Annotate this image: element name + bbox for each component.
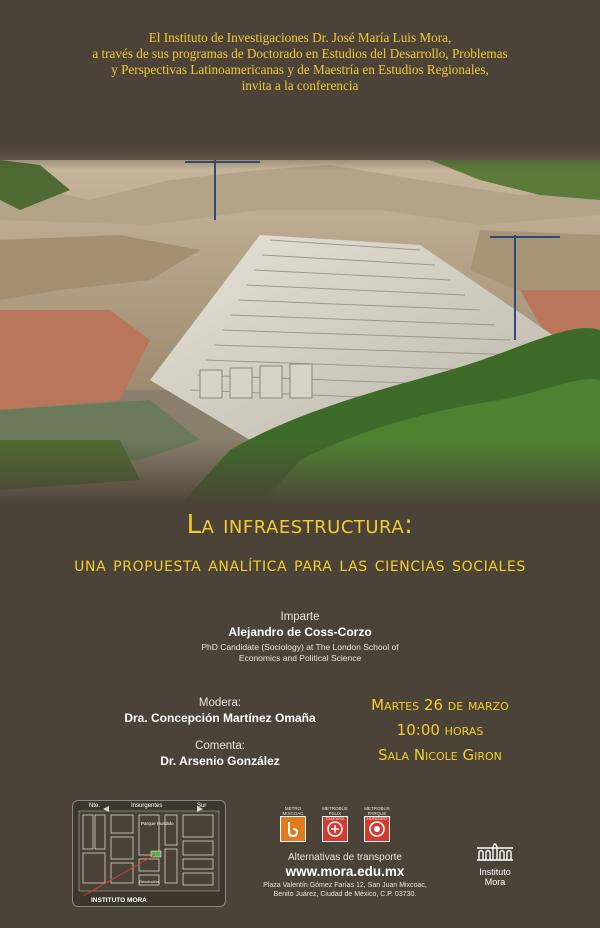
- instituto-mora-logo: [460, 838, 530, 887]
- metrobus-parque-hundido-label: METROBÚS PARQUE: [364, 806, 390, 816]
- map-drawing: [73, 801, 225, 906]
- map-institute-label: INSTITUTO MORA: [91, 897, 147, 904]
- moderator-name: Dra. Concepción Martínez Omaña: [124, 711, 316, 725]
- metrobus-felix-cuevas-label: METROBÚS FELIX: [322, 806, 348, 816]
- event-subtitle: una propuesta analítica para las ciencias sociales: [74, 552, 526, 576]
- metrobus-felix-cuevas-icon: [322, 816, 348, 842]
- commentator-name: Dr. Arsenio González: [160, 754, 280, 768]
- intro-text: [0, 30, 600, 94]
- metro-mixcoac-label: METRO MIXCOAC: [282, 806, 304, 816]
- metro-mixcoac-icon: [280, 816, 306, 842]
- location-map: [72, 800, 226, 907]
- transport-label: Alternativas de transporte: [288, 852, 402, 863]
- dam-photo: [0, 140, 600, 505]
- event-venue: Sala Nicole Giron: [378, 746, 502, 764]
- metrobus-parque-hundido: [362, 806, 392, 842]
- event-time: 10:00 horas: [396, 721, 484, 739]
- address-line-1: Plaza Valentín Gómez Farías 12, San Juan Mixcoac,: [263, 882, 427, 889]
- metrobus-felix-cuevas: [320, 806, 350, 842]
- metro-mixcoac: [278, 806, 308, 842]
- map-street-top: Insurgentes: [131, 803, 163, 809]
- speaker-role-2: Economics and Political Science: [238, 653, 362, 663]
- commentator-block: [90, 740, 350, 768]
- event-details: [370, 693, 510, 768]
- event-title: La infraestructura:: [186, 510, 414, 540]
- event-date: Martes 26 de marzo: [371, 696, 509, 714]
- speaker-block: [0, 611, 600, 664]
- website-link[interactable]: www.mora.edu.mx: [285, 864, 405, 879]
- speaker-name: Alejandro de Coss-Corzo: [228, 625, 372, 639]
- metrobus-parque-hundido-icon: [364, 816, 390, 842]
- intro-line-2: a través de sus programas de Doctorado en Estudios del Desarrollo, Problemas: [92, 46, 508, 61]
- address-line-2: Benito Juárez, Ciudad de México, C.P. 03730.: [273, 891, 417, 898]
- map-revolucion: Revolución: [139, 879, 159, 884]
- commentator-label: Comenta:: [195, 740, 245, 752]
- map-north: Nte.: [89, 803, 101, 809]
- map-south: Sur: [197, 803, 207, 809]
- intro-line-1: El Instituto de Investigaciones Dr. José María Luis Mora,: [148, 30, 452, 45]
- moderator-label: Modera:: [198, 697, 242, 709]
- moderator-block: [90, 697, 350, 725]
- intro-line-3: y Perspectivas Latinoamericanas y de Maestría en Estudios Regionales,: [111, 62, 489, 77]
- speaker-role-1: PhD Candidate (Sociology) at The London School of: [201, 642, 399, 652]
- logo-line-2: Mora: [484, 877, 506, 887]
- intro-line-4: invita a la conferencia: [241, 78, 359, 93]
- map-park: Parque Hundido: [141, 821, 174, 826]
- speaker-label: Imparte: [280, 611, 320, 623]
- logo-line-1: Instituto: [479, 867, 511, 877]
- footer-info: [240, 852, 450, 899]
- building-icon: [475, 838, 515, 862]
